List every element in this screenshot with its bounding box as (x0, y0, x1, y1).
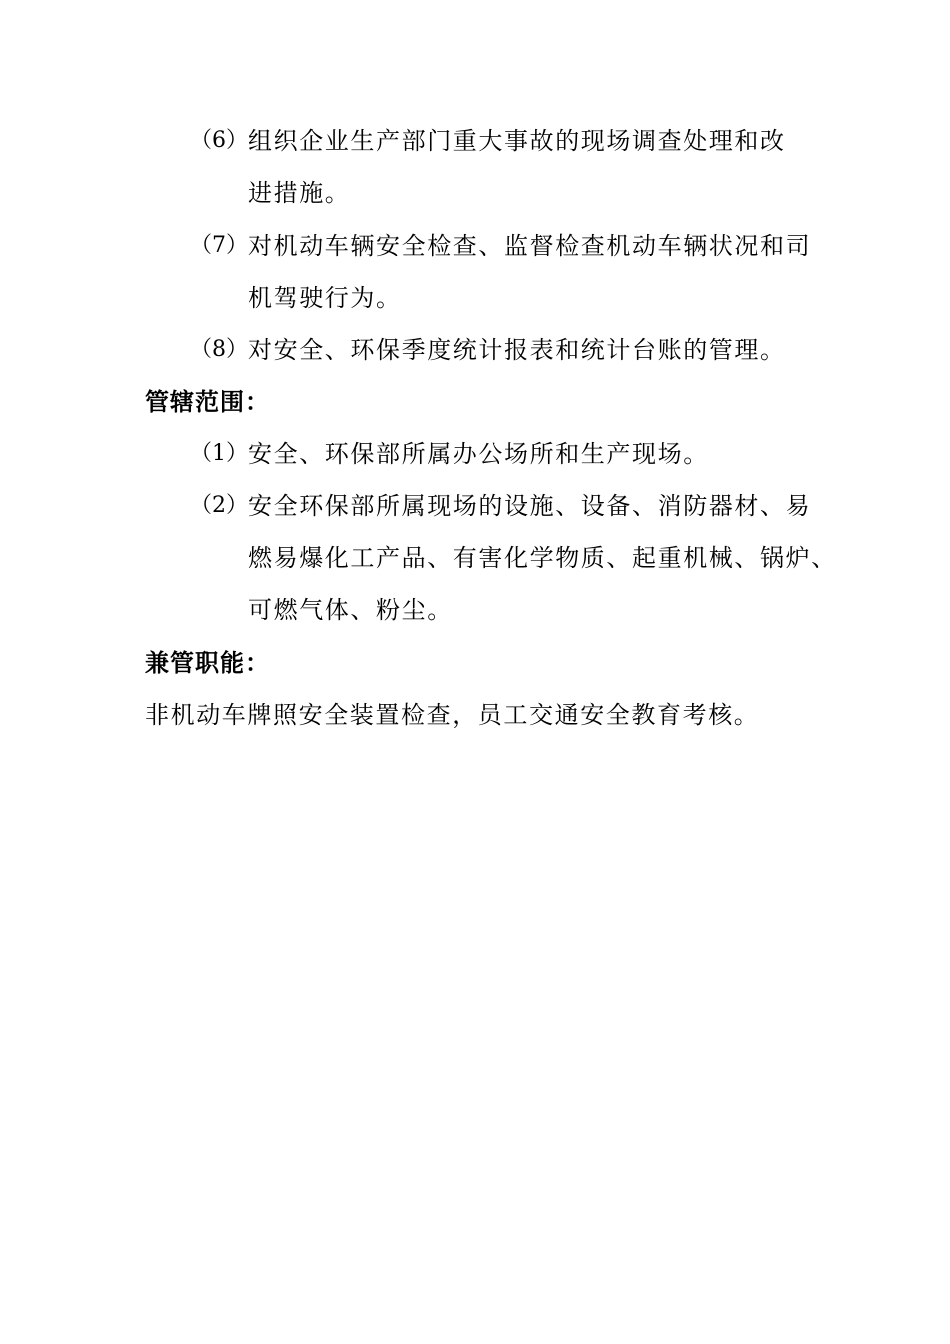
item-number: （7） (190, 233, 248, 258)
scope-heading: 管辖范围： (145, 388, 270, 416)
concurrent-text: 非机动车牌照安全装置检查，员工交通安全教育考核。 (145, 701, 760, 729)
item-number: （2） (190, 493, 248, 518)
concurrent-heading: 兼管职能： (145, 649, 270, 677)
item-text-line: 进措施。 (248, 179, 351, 207)
item-text-line: 组织企业生产部门重大事故的现场调查处理和改 (248, 127, 786, 155)
item-text-line: 安全环保部所属现场的设施、设备、消防器材、易 (248, 492, 812, 520)
item-text-line: 机驾驶行为。 (248, 284, 402, 312)
item-number: （8） (190, 337, 248, 362)
item-text-line: 对安全、环保季度统计报表和统计台账的管理。 (248, 336, 786, 364)
item-text-line: 对机动车辆安全检查、监督检查机动车辆状况和司 (248, 232, 812, 260)
item-text-line: 可燃气体、粉尘。 (248, 596, 453, 624)
item-text-line: 燃易爆化工产品、有害化学物质、起重机械、锅炉、 (248, 544, 837, 572)
item-number: （6） (190, 128, 248, 153)
item-number: （1） (190, 441, 248, 466)
item-text-line: 安全、环保部所属办公场所和生产现场。 (248, 440, 709, 468)
